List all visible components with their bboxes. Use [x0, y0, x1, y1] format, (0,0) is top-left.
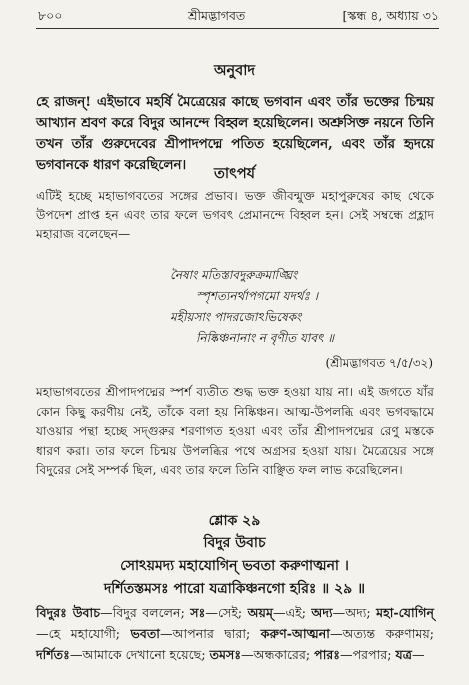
synonym-meaning: বিদুর বললেন — [112, 605, 181, 620]
synonym-meaning: অত্যন্ত করুণাময় — [342, 626, 430, 641]
synonym-word: পারঃ — [314, 647, 341, 662]
quote-line: স্পৃশত্যনর্থাপগমো যদর্থঃ । — [196, 289, 319, 303]
verse-line: সোঽয়মদ্য মহাযোগিন্ ভবতা করুণাত্মনা । — [120, 558, 349, 574]
synonym-meaning: হে মহাযোগী — [48, 626, 116, 641]
translation-text: হে রাজন্! এইভাবে মহর্ষি মৈত্রেয়ের কাছে ভগবান এবং তাঁর ভক্তের চিন্ময় আখ্যান শ্রবণ করে বিদুর আনন্দে বিহ্বল হয়েছিলেন। অশ্রুসিক্ত নয়নে তিনি তখন তাঁর গুরুদেবের শ্রীপাদপদ্মে পতিত হয়েছিলেন, এবং তাঁর হৃদয়ে ভগবানকে ধারণ করেছিলেন। — [36, 95, 434, 173]
synonym-meaning: অন্ধকারের — [253, 647, 306, 662]
synonym-meaning: এই — [285, 605, 302, 620]
synonym-word: সঃ — [190, 605, 206, 620]
purport-body: মহাভাগবতের শ্রীপাদপদ্মের স্পর্শ ব্যতীত শুদ্ধ ভক্ত হওয়া যায় না। এই জগতে যাঁর কোন কিছু করণীয় নেই, তাঁকে বলা হয় নিষ্কিঞ্চন। আত্ম-উপলব্ধি এবং ভগবদ্ধামে যাওয়ার পন্থা হচ্ছে সদ্গুরুর শরণাগত হওয়া এবং তাঁর শ্রীপাদপদ্মের রেণু মস্তকে ধারণ করা। তার ফলে চিন্ময় উপলব্ধির পথে অগ্রসর হওয়া যায়। মৈত্রেয়ের সঙ্গে বিদুরের সেই সম্পর্ক ছিল, এবং তার ফলে তিনি বাঞ্ছিত ফল লাভ করেছিলেন। — [36, 385, 434, 478]
verse-speaker: বিদুর উবাচ — [203, 535, 266, 551]
synonym-meaning: আমাকে দেখানো হয়েছে — [82, 647, 202, 662]
synonym-word: মহা-যোগিন্ — [376, 605, 434, 620]
chapter-info: [স্কন্ধ ৪, অধ্যায় ৩১ — [342, 8, 439, 23]
purport-intro: এটিই হচ্ছে মহাভাগবতের সঙ্গের প্রভাব। ভক্ত জীবন্মুক্ত মহাপুরুষের কাছ থেকে উপদেশ প্রাপ্ত হন এবং তার ফলে ভগবৎ প্রেমানন্দে বিহ্বল হন। সেই সম্বন্ধে প্রহ্লাদ মহারাজ বলেছেন— — [36, 189, 434, 241]
purport-heading: তাৎপর্য — [213, 165, 256, 182]
synonym-meaning: সেই — [217, 605, 238, 620]
synonym-meaning: পরপার — [352, 647, 388, 662]
synonym-meaning: আপনার দ্বারা — [172, 626, 246, 641]
quote-line: মহীয়সাং পাদরজোঽভিষেকং — [170, 310, 302, 324]
book-title: শ্রীমদ্ভাগবত — [188, 8, 246, 23]
verse-line: দর্শিতস্তমসঃ পারো যত্রাকিঞ্চনগো হরিঃ ॥ ২৯ ॥ — [103, 581, 366, 597]
synonym-word: তমসঃ — [209, 647, 242, 662]
synonym-word: যত্র — [395, 647, 412, 662]
synonym-meaning: অদ্য — [345, 605, 367, 620]
page-header — [38, 8, 439, 26]
synonyms: বিদুরঃ উবাচ—বিদুর বললেন; সঃ—সেই; অয়ম্—এই; অদ্য—অদ্য; মহা-যোগিন্—হে মহাযোগী; ভবতা—আপনার দ্বারা; করুণ-আত্মনা—অত্যন্ত করুণাময়; দর্শিতঃ—আমাকে দেখানো হয়েছে; তমসঃ—অন্ধকারের; পারঃ—পরপার; যত্র— — [36, 605, 435, 662]
synonym-word: ভবতা — [130, 626, 160, 641]
header-rule — [36, 28, 439, 29]
quote-line: নিষ্কিঞ্চনানাং ন বৃণীত যাবৎ ॥ — [196, 331, 335, 345]
verse-number: শ্লোক ২৯ — [208, 513, 261, 529]
synonym-word: করুণ-আত্মনা — [260, 626, 330, 641]
translation-heading: অনুবাদ — [213, 62, 256, 79]
synonym-word: বিদুরঃ উবাচ — [36, 605, 100, 620]
quote-line: নৈষাং মতিস্তাবদুরুক্রমাঙ্ঘ্রিং — [170, 268, 298, 282]
synonym-word: অদ্য — [311, 605, 333, 620]
quote-reference: (শ্রীমদ্ভাগবত ৭/৫/৩২) — [325, 356, 433, 370]
synonym-word: অয়ম্ — [247, 605, 273, 620]
page-number: ৮০০ — [38, 8, 63, 23]
synonym-word: দর্শিতঃ — [36, 647, 70, 662]
